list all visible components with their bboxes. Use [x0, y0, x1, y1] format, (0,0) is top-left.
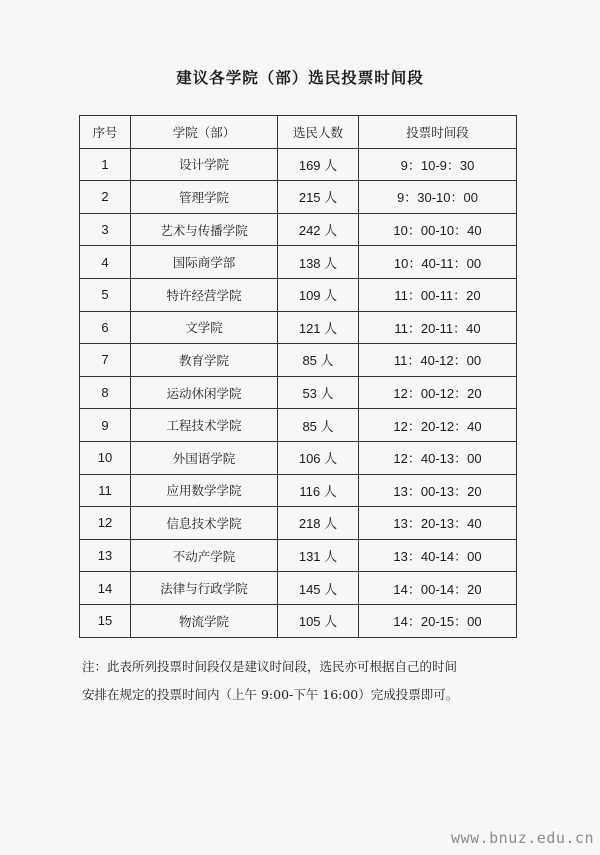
row-voters: 242 人 — [278, 213, 359, 246]
page-title: 建议各学院（部）选民投票时间段 — [176, 69, 424, 87]
row-time: 11：20-11：40 — [359, 311, 517, 344]
row-time: 12：20-12：40 — [359, 409, 517, 442]
voting-schedule-table — [79, 115, 517, 638]
header-time: 投票时间段 — [359, 116, 517, 149]
table-row — [80, 344, 517, 377]
row-voters: 169 人 — [278, 148, 359, 181]
table-row — [80, 604, 517, 637]
row-college: 信息技术学院 — [131, 507, 278, 540]
row-time: 12：40-13：00 — [359, 441, 517, 474]
row-college: 艺术与传播学院 — [131, 213, 278, 246]
row-voters: 138 人 — [278, 246, 359, 279]
row-voters: 109 人 — [278, 278, 359, 311]
row-time: 13：20-13：40 — [359, 507, 517, 540]
row-college: 应用数学学院 — [131, 474, 278, 507]
row-time: 14：20-15：00 — [359, 604, 517, 637]
row-college: 教育学院 — [131, 344, 278, 377]
table-row — [80, 311, 517, 344]
header-college: 学院（部） — [131, 116, 278, 149]
row-time: 9：30-10：00 — [359, 181, 517, 214]
row-time: 12：00-12：20 — [359, 376, 517, 409]
row-number: 6 — [80, 311, 131, 344]
row-number: 8 — [80, 376, 131, 409]
row-voters: 218 人 — [278, 507, 359, 540]
row-number: 5 — [80, 278, 131, 311]
table-row — [80, 246, 517, 279]
row-time: 9：10-9：30 — [359, 148, 517, 181]
table-header-row — [80, 116, 517, 149]
row-time: 11：00-11：20 — [359, 278, 517, 311]
row-number: 12 — [80, 507, 131, 540]
row-voters: 105 人 — [278, 604, 359, 637]
row-voters: 53 人 — [278, 376, 359, 409]
row-college: 管理学院 — [131, 181, 278, 214]
row-number: 4 — [80, 246, 131, 279]
row-number: 15 — [80, 604, 131, 637]
row-college: 法律与行政学院 — [131, 572, 278, 605]
row-voters: 85 人 — [278, 344, 359, 377]
row-voters: 131 人 — [278, 539, 359, 572]
row-time: 13：00-13：20 — [359, 474, 517, 507]
row-number: 11 — [80, 474, 131, 507]
row-number: 2 — [80, 181, 131, 214]
table-row — [80, 376, 517, 409]
header-number: 序号 — [80, 116, 131, 149]
site-watermark: www.bnuz.edu.cn — [451, 829, 594, 847]
row-voters: 106 人 — [278, 441, 359, 474]
table-row — [80, 213, 517, 246]
table-row — [80, 474, 517, 507]
row-time: 10：40-11：00 — [359, 246, 517, 279]
table-row — [80, 148, 517, 181]
row-number: 13 — [80, 539, 131, 572]
row-college: 不动产学院 — [131, 539, 278, 572]
header-voters: 选民人数 — [278, 116, 359, 149]
row-college: 特许经营学院 — [131, 278, 278, 311]
table-row — [80, 441, 517, 474]
table-row — [80, 409, 517, 442]
table-row — [80, 278, 517, 311]
row-voters: 116 人 — [278, 474, 359, 507]
row-college: 设计学院 — [131, 148, 278, 181]
row-time: 13：40-14：00 — [359, 539, 517, 572]
row-number: 1 — [80, 148, 131, 181]
table-row — [80, 507, 517, 540]
row-college: 物流学院 — [131, 604, 278, 637]
row-college: 国际商学部 — [131, 246, 278, 279]
row-college: 文学院 — [131, 311, 278, 344]
row-number: 3 — [80, 213, 131, 246]
row-voters: 145 人 — [278, 572, 359, 605]
footnote-line-2: 安排在规定的投票时间内（上午 9:00-下午 16:00）完成投票即可。 — [82, 687, 459, 702]
row-time: 11：40-12：00 — [359, 344, 517, 377]
row-college: 外国语学院 — [131, 441, 278, 474]
table-row — [80, 572, 517, 605]
row-college: 工程技术学院 — [131, 409, 278, 442]
row-voters: 121 人 — [278, 311, 359, 344]
footnote — [82, 653, 532, 709]
row-number: 7 — [80, 344, 131, 377]
row-voters: 85 人 — [278, 409, 359, 442]
row-number: 14 — [80, 572, 131, 605]
row-number: 9 — [80, 409, 131, 442]
table-row — [80, 181, 517, 214]
table-row — [80, 539, 517, 572]
row-time: 10：00-10：40 — [359, 213, 517, 246]
footnote-line-1: 注：此表所列投票时间段仅是建议时间段，选民亦可根据自己的时间 — [82, 659, 458, 674]
row-time: 14：00-14：20 — [359, 572, 517, 605]
row-college: 运动休闲学院 — [131, 376, 278, 409]
row-number: 10 — [80, 441, 131, 474]
row-voters: 215 人 — [278, 181, 359, 214]
